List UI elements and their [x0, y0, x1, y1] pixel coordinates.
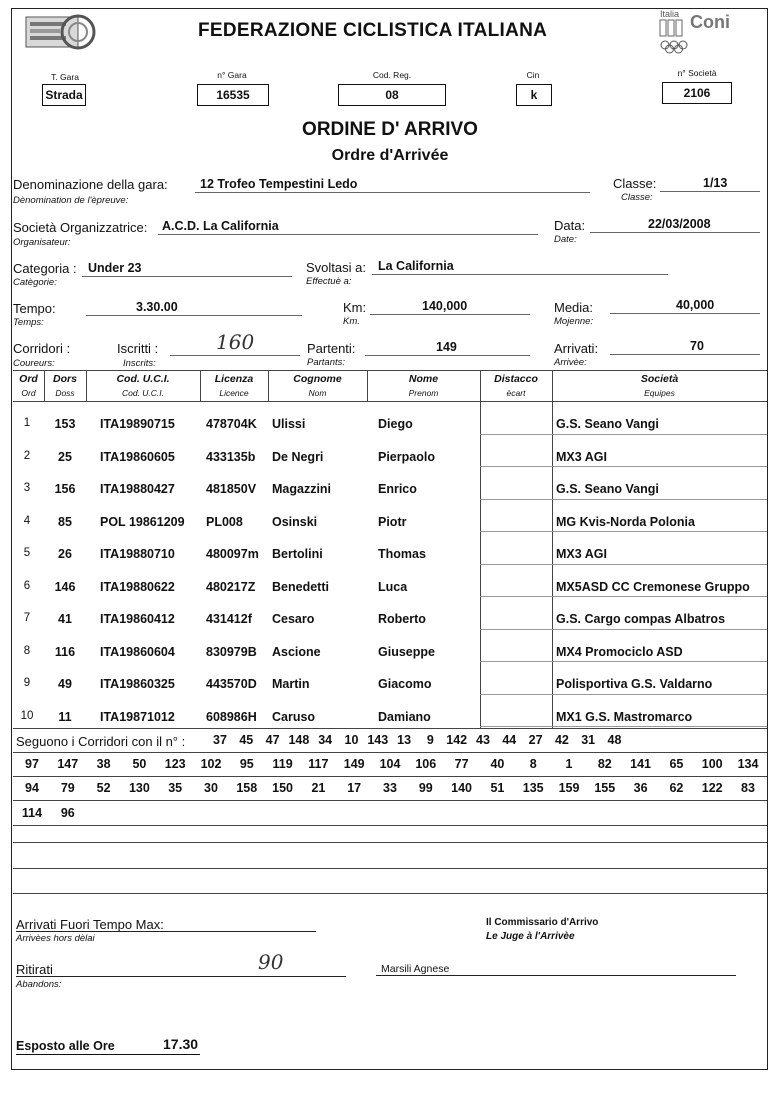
cell-ord: 6 — [23, 579, 31, 592]
categoria-label: Categoria : — [13, 261, 77, 276]
follower-number: 51 — [490, 781, 505, 795]
cell-nome: Piotr — [378, 514, 407, 529]
cell-lic: 478704K — [206, 417, 257, 431]
follower-number: 79 — [60, 781, 75, 795]
cell-lic: PL008 — [206, 514, 243, 529]
follower-number: 35 — [168, 781, 183, 795]
follower-number: 140 — [451, 781, 473, 795]
cell-uci: ITA19880622 — [100, 579, 175, 594]
n-gara-label: n° Gara — [217, 70, 247, 80]
follower-number: 10 — [344, 733, 359, 747]
follower-number: 47 — [265, 733, 280, 747]
cell-ord: 4 — [23, 514, 31, 527]
table-header-licenza: Licenza — [214, 373, 254, 385]
follower-number: 31 — [581, 733, 596, 747]
olympic-rings-icon — [660, 40, 690, 54]
corridori-label: Corridori : — [13, 341, 71, 356]
follower-number: 114 — [21, 806, 43, 820]
cell-societa: MX3 AGI — [556, 449, 607, 464]
table-header-sub: Prenom — [408, 388, 439, 398]
cell-cognome: Martin — [272, 677, 310, 691]
arrivati-value: 70 — [690, 339, 704, 353]
partenti-value: 149 — [436, 340, 457, 354]
iscritti-handwritten-value: 160 — [216, 330, 255, 354]
cell-dors: 116 — [54, 644, 76, 659]
table-header-sub: Licence — [219, 388, 249, 398]
follower-number: 33 — [383, 781, 397, 795]
cell-ord: 1 — [23, 417, 31, 429]
table-row-rule — [480, 434, 767, 435]
n-gara-box: 16535 — [197, 84, 269, 106]
table-header-sub: Doss — [55, 388, 75, 398]
cell-nome: Roberto — [378, 612, 426, 626]
table-rule — [13, 370, 767, 371]
svoltasi-label: Svoltasi a: — [306, 260, 366, 275]
cell-lic: 480217Z — [206, 579, 256, 594]
follower-number: 134 — [737, 757, 759, 771]
follower-number: 135 — [522, 781, 544, 795]
cell-lic: 608986H — [206, 709, 257, 724]
cell-uci: ITA19890715 — [100, 417, 175, 431]
follower-number: 100 — [701, 757, 723, 771]
follower-number: 1 — [565, 757, 573, 771]
follower-number: 102 — [200, 757, 222, 771]
table-row-rule — [480, 629, 767, 630]
t-gara-label: T. Gara — [51, 72, 79, 82]
societa-org-sub: Organisateur: — [13, 237, 71, 248]
coni-small-text: Italia — [660, 9, 680, 19]
cell-uci: ITA19871012 — [100, 709, 175, 724]
societa-org-value: A.C.D. La California — [162, 219, 279, 233]
follower-number: 99 — [418, 781, 433, 795]
follower-number: 52 — [96, 781, 111, 795]
iscritti-sub: Inscrits: — [123, 358, 156, 369]
cell-lic: 443570D — [206, 677, 257, 691]
follower-number: 96 — [60, 806, 75, 820]
follower-number: 97 — [25, 757, 39, 771]
denominazione-sub: Dènomination de l'èpreuve: — [13, 195, 129, 206]
cell-cognome: Bertolini — [272, 547, 323, 561]
cell-ord: 9 — [23, 677, 31, 689]
followers-rule — [13, 776, 767, 777]
table-col-rule — [480, 401, 481, 728]
cod-reg-label: Cod. Reg. — [372, 70, 412, 80]
tempo-sub: Temps: — [13, 317, 44, 328]
cell-nome: Giacomo — [378, 677, 432, 691]
cell-societa: Polisportiva G.S. Valdarno — [556, 677, 713, 691]
follower-number: 65 — [669, 757, 684, 771]
follower-number: 21 — [311, 781, 326, 795]
follower-number: 130 — [128, 781, 150, 795]
table-header-sub: Nom — [308, 388, 327, 398]
cell-societa: MX5ASD CC Cremonese Gruppo — [556, 579, 750, 594]
cin-box: k — [516, 84, 552, 106]
categoria-value: Under 23 — [88, 261, 142, 275]
table-header-distacco: Distacco — [494, 373, 538, 385]
cell-lic: 830979B — [206, 644, 257, 659]
table-header-cod-u-c-i-: Cod. U.C.I. — [116, 373, 170, 385]
doc-title: ORDINE D' ARRIVO — [302, 119, 478, 140]
cell-uci: ITA19860325 — [100, 677, 175, 691]
fuori-tempo-sub: Arrivèes hors dèlai — [16, 933, 95, 944]
follower-number: 82 — [597, 757, 612, 771]
coni-brand-text: Coni — [690, 12, 730, 32]
commissario-label: Il Commissario d'Arrivo — [486, 917, 599, 928]
cell-nome: Pierpaolo — [378, 449, 435, 464]
follower-number: 17 — [347, 781, 362, 795]
cell-nome: Thomas — [378, 547, 426, 561]
iscritti-label: Iscritti : — [117, 341, 159, 356]
esposto-label: Esposto alle Ore — [16, 1039, 115, 1053]
tempo-label: Tempo: — [13, 301, 56, 316]
esposto-value: 17.30 — [163, 1036, 199, 1052]
follower-number: 50 — [132, 757, 147, 771]
corridori-sub: Coureurs: — [13, 358, 55, 369]
follower-number: 159 — [558, 781, 580, 795]
follower-number: 30 — [204, 781, 218, 795]
cell-ord: 5 — [23, 547, 31, 559]
follower-number: 38 — [96, 757, 111, 771]
arrivati-sub: Arrivèe: — [554, 357, 587, 368]
follower-number: 43 — [476, 733, 490, 747]
cell-ord: 7 — [23, 612, 31, 624]
follower-number: 123 — [164, 757, 186, 771]
follower-number: 150 — [272, 781, 294, 795]
table-row-rule — [480, 564, 767, 565]
table-header-ord: Ord — [19, 373, 38, 385]
cell-societa: MX1 G.S. Mastromarco — [556, 709, 693, 724]
cell-nome: Luca — [378, 579, 408, 594]
follower-number: 94 — [25, 781, 39, 795]
follower-number: 122 — [701, 781, 723, 795]
cell-dors: 85 — [58, 514, 72, 529]
followers-rule — [13, 800, 767, 801]
follower-number: 141 — [630, 757, 652, 771]
ritirati-label: Ritirati — [16, 962, 53, 977]
cell-nome: Enrico — [378, 482, 417, 496]
followers-label: Seguono i Corridori con il n° : — [16, 734, 186, 749]
follower-number: 36 — [633, 781, 648, 795]
cell-ord: 3 — [23, 482, 31, 494]
table-header-sub: Ord — [21, 388, 36, 398]
fuori-tempo-label: Arrivati Fuori Tempo Max: — [16, 917, 164, 932]
svoltasi-value: La California — [378, 259, 454, 273]
cell-cognome: Magazzini — [272, 482, 332, 496]
table-rule — [13, 401, 767, 402]
commissario-sub: Le Juge à l'Arrivèe — [486, 931, 575, 942]
cell-uci: ITA19880427 — [100, 482, 175, 496]
data-label: Data: — [554, 218, 586, 233]
follower-number: 104 — [379, 757, 401, 771]
cell-dors: 11 — [58, 709, 72, 724]
partenti-label: Partenti: — [307, 341, 356, 356]
data-sub: Date: — [554, 234, 577, 245]
cell-societa: G.S. Seano Vangi — [556, 417, 659, 431]
cell-nome: Diego — [378, 417, 413, 431]
follower-number: 148 — [288, 733, 310, 747]
arrivati-label: Arrivati: — [554, 341, 599, 356]
cell-dors: 156 — [54, 482, 76, 496]
follower-number: 119 — [272, 757, 293, 771]
table-row-rule — [480, 531, 767, 532]
cell-ord: 8 — [23, 644, 31, 657]
cell-nome: Giuseppe — [378, 644, 435, 659]
ritirati-handwritten-value: 90 — [258, 950, 284, 974]
cell-cognome: Caruso — [272, 709, 316, 724]
cin-label: Cin — [526, 70, 540, 80]
follower-number: 9 — [426, 733, 434, 747]
follower-number: 95 — [239, 757, 254, 771]
follower-number: 149 — [343, 757, 365, 771]
follower-number: 40 — [490, 757, 505, 771]
media-value: 40,000 — [676, 298, 715, 312]
follower-number: 45 — [239, 733, 254, 747]
cell-nome: Damiano — [378, 709, 431, 724]
km-value: 140,000 — [422, 299, 468, 313]
classe-label: Classe: — [613, 176, 657, 191]
followers-rule — [13, 825, 767, 826]
table-row-rule — [480, 694, 767, 695]
cod-reg-box: 08 — [338, 84, 446, 106]
cell-societa: G.S. Cargo compas Albatros — [556, 612, 726, 626]
follower-number: 44 — [502, 733, 517, 747]
cell-cognome: Ascione — [272, 644, 321, 659]
table-header-societ-: Società — [640, 373, 679, 385]
federation-title: FEDERAZIONE CICLISTICA ITALIANA — [198, 20, 548, 41]
km-label: Km: — [343, 300, 367, 315]
table-header-cognome: Cognome — [293, 373, 342, 385]
cell-dors: 41 — [58, 612, 72, 626]
svoltasi-sub: Effectuè a: — [306, 276, 352, 287]
table-row-rule — [480, 499, 767, 500]
classe-value: 1/13 — [703, 176, 728, 190]
cell-ord: 10 — [20, 709, 34, 722]
table-header-sub: Cod. U.C.I. — [121, 388, 165, 398]
cell-societa: G.S. Seano Vangi — [556, 482, 659, 496]
media-label: Media: — [554, 300, 594, 315]
table-row-rule — [480, 596, 767, 597]
cell-uci: POL 19861209 — [100, 514, 185, 529]
follower-number: 106 — [415, 757, 437, 771]
ritirati-sub: Abandons: — [16, 979, 62, 990]
t-gara-box: Strada — [42, 84, 86, 106]
follower-number: 117 — [308, 757, 329, 771]
follower-number: 8 — [529, 757, 537, 771]
km-sub: Km. — [343, 316, 360, 327]
cell-lic: 431412f — [206, 612, 252, 626]
table-header-sub: ècart — [506, 388, 526, 398]
follower-number: 83 — [741, 781, 755, 795]
classe-sub: Classe: — [621, 192, 653, 203]
table-rule — [13, 728, 767, 729]
cell-societa: MG Kvis-Norda Polonia — [556, 514, 695, 529]
follower-number: 37 — [213, 733, 227, 747]
table-col-rule — [552, 401, 553, 728]
cell-uci: ITA19860412 — [100, 612, 175, 626]
cell-dors: 26 — [58, 547, 72, 561]
follower-number: 48 — [607, 733, 622, 747]
cell-cognome: Cesaro — [272, 612, 315, 626]
commissario-name: Marsili Agnese — [381, 963, 450, 975]
cell-societa: MX3 AGI — [556, 547, 607, 561]
cell-uci: ITA19860605 — [100, 449, 175, 464]
doc-subtitle: Ordre d'Arrivée — [331, 147, 449, 164]
cell-dors: 25 — [58, 449, 72, 464]
categoria-sub: Catègorie: — [13, 277, 57, 288]
cell-cognome: Benedetti — [272, 579, 329, 594]
follower-number: 155 — [594, 781, 616, 795]
n-societa-label: n° Società — [677, 68, 717, 78]
follower-number: 143 — [367, 733, 389, 747]
cell-ord: 2 — [23, 449, 31, 462]
follower-number: 142 — [446, 733, 468, 747]
societa-org-label: Società Organizzatrice: — [13, 220, 148, 235]
follower-number: 62 — [669, 781, 684, 795]
follower-number: 42 — [554, 733, 569, 747]
table-row-rule — [480, 726, 767, 727]
tempo-value: 3.30.00 — [136, 300, 178, 314]
cell-cognome: Ulissi — [272, 417, 306, 431]
partenti-sub: Partants: — [307, 357, 346, 368]
cell-cognome: Osinski — [272, 514, 318, 529]
coni-flag-icon — [658, 18, 684, 38]
denominazione-label: Denominazione della gara: — [13, 177, 168, 192]
fci-logo-icon — [24, 14, 98, 50]
table-header-sub: Equipes — [644, 388, 675, 398]
cell-lic: 481850V — [206, 482, 257, 496]
form-frame — [11, 8, 768, 1070]
follower-number: 147 — [57, 757, 79, 771]
follower-number: 34 — [318, 733, 333, 747]
cell-lic: 433135b — [206, 449, 256, 464]
table-header-dors: Dors — [53, 373, 77, 385]
n-societa-box: 2106 — [662, 82, 732, 104]
follower-number: 77 — [454, 757, 469, 771]
followers-rule — [13, 752, 767, 753]
cell-dors: 146 — [54, 579, 76, 594]
cell-lic: 480097m — [206, 547, 259, 561]
table-row-rule — [480, 661, 767, 662]
denominazione-value: 12 Trofeo Tempestini Ledo — [200, 177, 358, 191]
cell-cognome: De Negri — [272, 449, 324, 464]
cell-dors: 153 — [54, 417, 76, 431]
table-header-nome: Nome — [408, 373, 439, 385]
cell-dors: 49 — [58, 677, 72, 691]
follower-number: 27 — [528, 733, 543, 747]
media-sub: Mojenne: — [554, 316, 594, 327]
cell-uci: ITA19860604 — [100, 644, 175, 659]
cell-societa: MX4 Promociclo ASD — [556, 644, 683, 659]
follower-number: 158 — [236, 781, 258, 795]
table-row-rule — [480, 466, 767, 467]
cell-uci: ITA19880710 — [100, 547, 175, 561]
follower-number: 13 — [397, 733, 412, 747]
data-value: 22/03/2008 — [648, 217, 711, 231]
